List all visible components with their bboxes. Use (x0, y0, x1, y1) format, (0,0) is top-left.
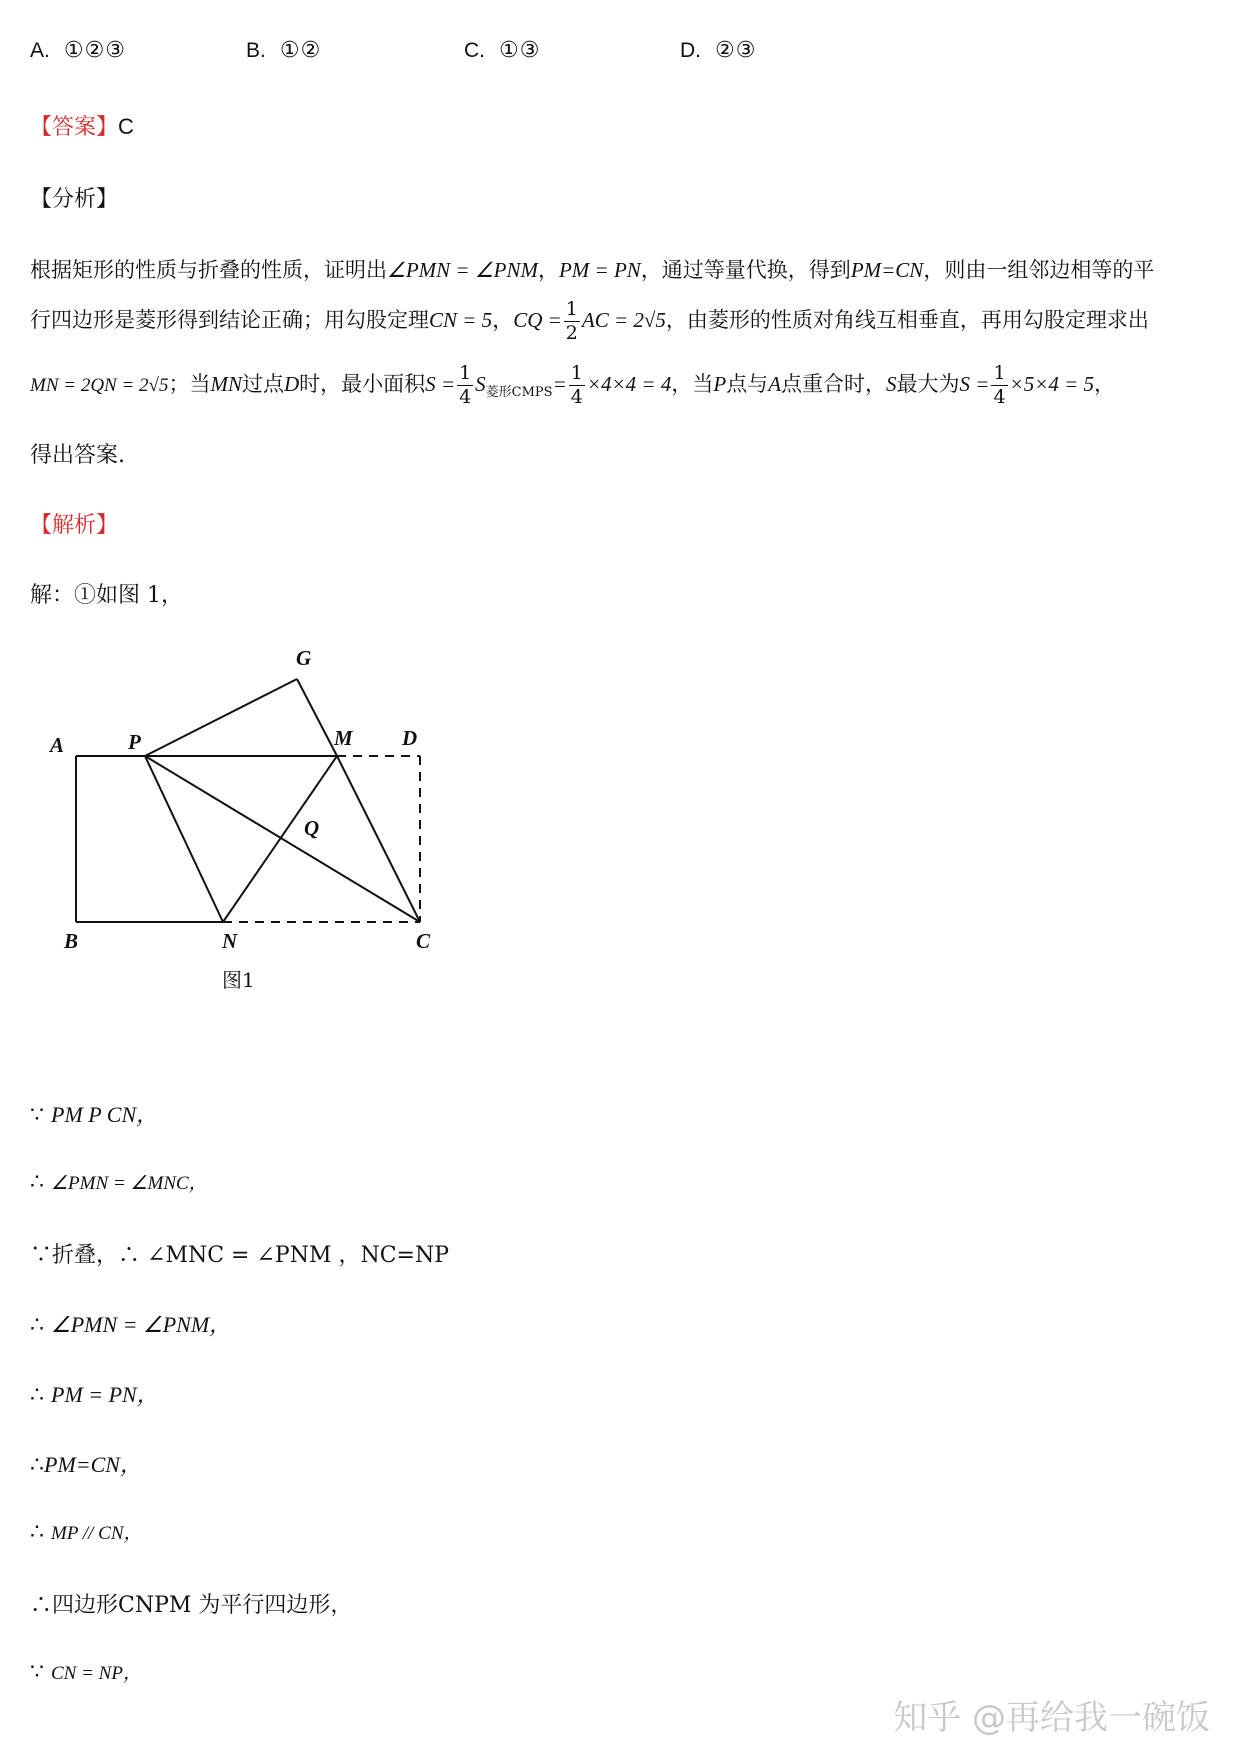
math: ∠PMN = ∠PNM (387, 258, 538, 282)
numerator: 1 (459, 362, 472, 384)
proof-text: 四边形CNPM 为平行四边形， (52, 1593, 353, 1618)
proof-text: PM P CN， (51, 1102, 159, 1127)
text: 行四边形是菱形得到结论正确；用勾股定理 (30, 308, 429, 332)
proof-step-6 (30, 1448, 142, 1479)
segment-nm (223, 756, 337, 922)
analysis-line-2 (30, 300, 1149, 343)
option-value: ①②③ (63, 38, 127, 63)
text: 过点 (241, 372, 284, 396)
proof-step-3 (30, 1238, 449, 1269)
proof-symbol: ∴ (30, 1170, 44, 1195)
answer-value: C (118, 114, 134, 139)
point-label-m: M (334, 726, 353, 750)
text: ， (1094, 372, 1116, 396)
point-label-c: C (416, 929, 431, 953)
proof-step-7 (30, 1518, 143, 1545)
proof-step-5 (30, 1378, 159, 1409)
text: ；当 (168, 372, 211, 396)
solution-tag: 【解析】 (30, 513, 119, 538)
text: 点重合时， (781, 372, 887, 396)
option-b (246, 38, 321, 63)
figure-1-diagram (40, 635, 460, 1005)
proof-symbol: ∴ (30, 1520, 44, 1545)
text: ， (492, 308, 514, 332)
answer-line (30, 110, 134, 141)
option-a (30, 38, 126, 63)
segment-gm (297, 679, 337, 756)
proof-step-2 (30, 1168, 208, 1195)
text: ， (537, 258, 559, 282)
option-label: A. (30, 39, 50, 62)
numerator: 1 (993, 362, 1006, 384)
math: ×5×4 = 5 (1009, 372, 1095, 396)
text: ，通过等量代换，得到 (640, 258, 851, 282)
math: ×4×4 = 4 (586, 372, 672, 396)
proof-symbol: ∴ (30, 1593, 53, 1618)
proof-text: PM=CN， (44, 1452, 142, 1477)
denominator: 4 (993, 386, 1006, 408)
math: A (768, 372, 782, 396)
point-label-n: N (222, 929, 238, 953)
proof-text: MP // CN， (51, 1523, 143, 1544)
analysis-tag: 【分析】 (30, 187, 119, 212)
math: PM = PN (558, 258, 641, 282)
option-label: B. (246, 39, 266, 62)
analysis-line-4: 得出答案. (30, 443, 125, 468)
proof-symbol: ∴ (30, 1453, 44, 1478)
solution-intro: 解：①如图 1， (30, 583, 183, 608)
text: ，则由一组邻边相等的平 (923, 258, 1155, 282)
math: MN (210, 372, 242, 396)
numerator: 1 (570, 362, 583, 384)
proof-text: CN = NP， (51, 1663, 142, 1684)
fraction (457, 364, 473, 407)
proof-text: PM = PN， (51, 1382, 159, 1407)
proof-step-8 (30, 1588, 352, 1619)
analysis-line-3 (30, 364, 1115, 407)
segment-pg (145, 679, 297, 756)
proof-symbol: ∵ (30, 1660, 44, 1685)
proof-step-4 (30, 1308, 231, 1339)
watermark: 知乎 @再给我一碗饭 (893, 1698, 1210, 1738)
math: P (713, 372, 727, 396)
text: ，由菱形的性质对角线互相垂直，再用勾股定理求出 (665, 308, 1149, 332)
option-d (680, 38, 756, 63)
proof-symbol: ∴ (30, 1383, 44, 1408)
point-label-q: Q (304, 816, 320, 840)
denominator: 2 (565, 322, 578, 344)
math: AC = 2√5 (581, 308, 666, 332)
segment-pn (145, 756, 223, 922)
point-label-a: A (50, 733, 65, 757)
math: MN = 2QN = 2√5 (30, 375, 169, 396)
fraction (569, 364, 585, 407)
fraction (564, 300, 580, 343)
proof-symbol: ∵ (30, 1243, 53, 1268)
point-label-b: B (64, 929, 79, 953)
proof-symbol: ∵ (30, 1103, 44, 1128)
point-label-g: G (296, 646, 312, 670)
figure-caption: 图1 (222, 968, 255, 992)
option-label: D. (680, 39, 701, 62)
analysis-line-1 (30, 254, 1154, 284)
math: PM=CN (850, 258, 924, 282)
denominator: 4 (459, 386, 472, 408)
math: S = (959, 372, 990, 396)
text: 根据矩形的性质与折叠的性质，证明出 (30, 258, 387, 282)
text: 时，最小面积 (299, 372, 426, 396)
denominator: 4 (570, 386, 583, 408)
text: ，当 (671, 372, 714, 396)
option-value: ①② (279, 38, 322, 63)
proof-text: ∠PMN = ∠MNC， (51, 1173, 208, 1194)
proof-step-1 (30, 1098, 158, 1129)
point-label-d: D (402, 726, 418, 750)
option-c (464, 38, 540, 63)
proof-text: 折叠，∴ ∠MNC = ∠PNM ，NC=NP (52, 1243, 450, 1268)
math: CQ = (513, 308, 562, 332)
math: = (552, 372, 567, 396)
math: S (475, 372, 486, 396)
math: S = (425, 372, 456, 396)
math: D (283, 372, 300, 396)
option-value: ②③ (715, 38, 757, 63)
text: 点与 (726, 372, 769, 396)
subscript: 菱形CMPS (485, 385, 553, 401)
proof-step-9 (30, 1658, 142, 1685)
option-value: ①③ (499, 38, 541, 63)
fraction (991, 364, 1007, 407)
math: S (886, 372, 897, 396)
answer-tag: 【答案】 (30, 115, 119, 140)
option-label: C. (464, 39, 485, 62)
proof-symbol: ∴ (30, 1313, 44, 1338)
point-label-p: P (128, 730, 141, 754)
numerator: 1 (565, 298, 578, 320)
math: CN = 5 (429, 308, 493, 332)
proof-text: ∠PMN = ∠PNM， (51, 1312, 232, 1337)
text: 最大为 (896, 372, 960, 396)
